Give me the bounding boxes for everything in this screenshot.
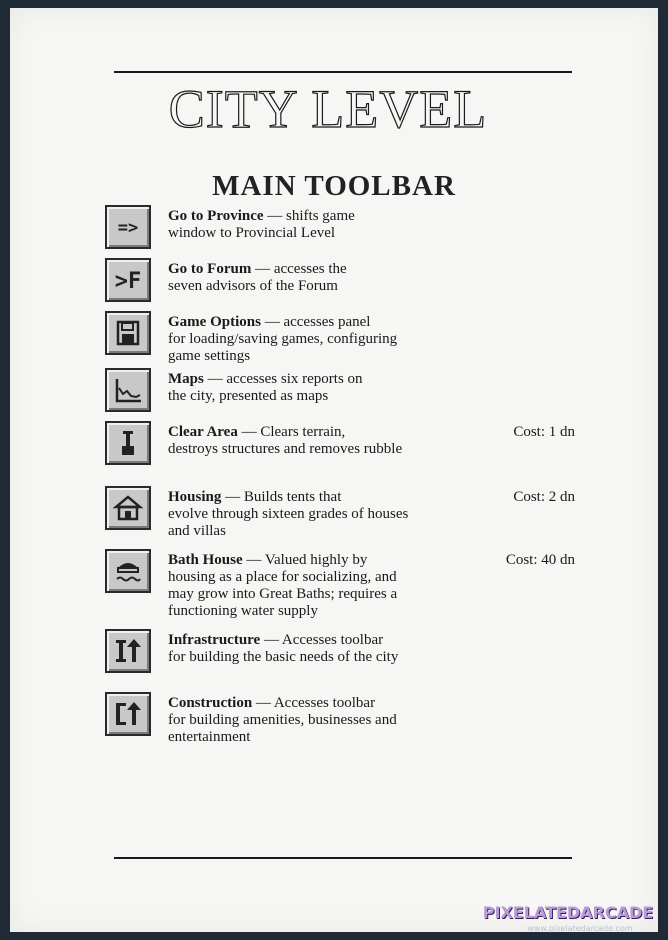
page-title: CITY LEVEL (168, 79, 488, 139)
manual-page (10, 8, 658, 932)
item-desc-rest: destroys structures and removes rubble (168, 441, 403, 457)
item-desc-rest: for building the basic needs of the city (168, 649, 399, 665)
construction-icon (105, 692, 151, 736)
shovel-icon (105, 421, 151, 465)
item-desc-line1: — accesses panel (260, 314, 371, 330)
item-desc-line1: — accesses six reports on (203, 371, 363, 387)
maps-chart-icon (105, 368, 151, 412)
item-desc-line1: — accesses the (251, 261, 347, 277)
go-to-province-icon (105, 205, 151, 249)
top-rule (114, 71, 572, 73)
item-name: Go to Province (168, 208, 264, 224)
item-desc-rest: for loading/saving games, configuring game settings (168, 331, 398, 364)
item-desc-line1: — Builds tents that (221, 489, 342, 505)
item-name: Infrastructure (168, 632, 261, 648)
item-desc-line1: — Valued highly by (242, 552, 368, 568)
watermark-url: www.pixelatedarcade.com (527, 924, 633, 933)
item-name: Clear Area (168, 424, 238, 440)
svg-text:=>: => (117, 218, 139, 238)
item-desc-rest: for building amenities, businesses and entertainment (168, 712, 397, 745)
item-desc-rest: seven advisors of the Forum (168, 278, 338, 294)
item-desc-line1: — Accesses toolbar (252, 695, 376, 711)
item-name: Construction (168, 695, 253, 711)
item-desc-rest: housing as a place for socializing, and may grow into Great Baths; requires a functioning water supply (168, 569, 398, 619)
item-name: Go to Forum (168, 261, 252, 277)
item-desc-line1: — shifts game (263, 208, 355, 224)
item-cost: Cost: 2 dn (513, 489, 575, 505)
item-desc-rest: evolve through sixteen grades of houses and villas (168, 506, 409, 539)
item-name: Housing (168, 489, 222, 505)
item-name: Bath House (168, 552, 243, 568)
bottom-rule (114, 857, 572, 859)
item-name: Maps (168, 371, 204, 387)
item-cost: Cost: 1 dn (513, 424, 575, 440)
watermark-brand: PIXELATEDARCADE (482, 903, 654, 922)
item-desc-rest: window to Provincial Level (168, 225, 336, 241)
infrastructure-icon (105, 629, 151, 673)
item-desc-line1: — Accesses toolbar (260, 632, 384, 648)
section-title: MAIN TOOLBAR (212, 170, 456, 202)
item-desc-line1: — Clears terrain, (237, 424, 346, 440)
go-to-forum-icon (105, 258, 151, 302)
house-icon (105, 486, 151, 530)
item-desc-rest: the city, presented as maps (168, 388, 329, 404)
floppy-disk-icon (105, 311, 151, 355)
bath-house-icon (105, 549, 151, 593)
svg-text:>F: >F (114, 269, 142, 294)
item-name: Game Options (168, 314, 261, 330)
item-cost: Cost: 40 dn (505, 552, 575, 568)
